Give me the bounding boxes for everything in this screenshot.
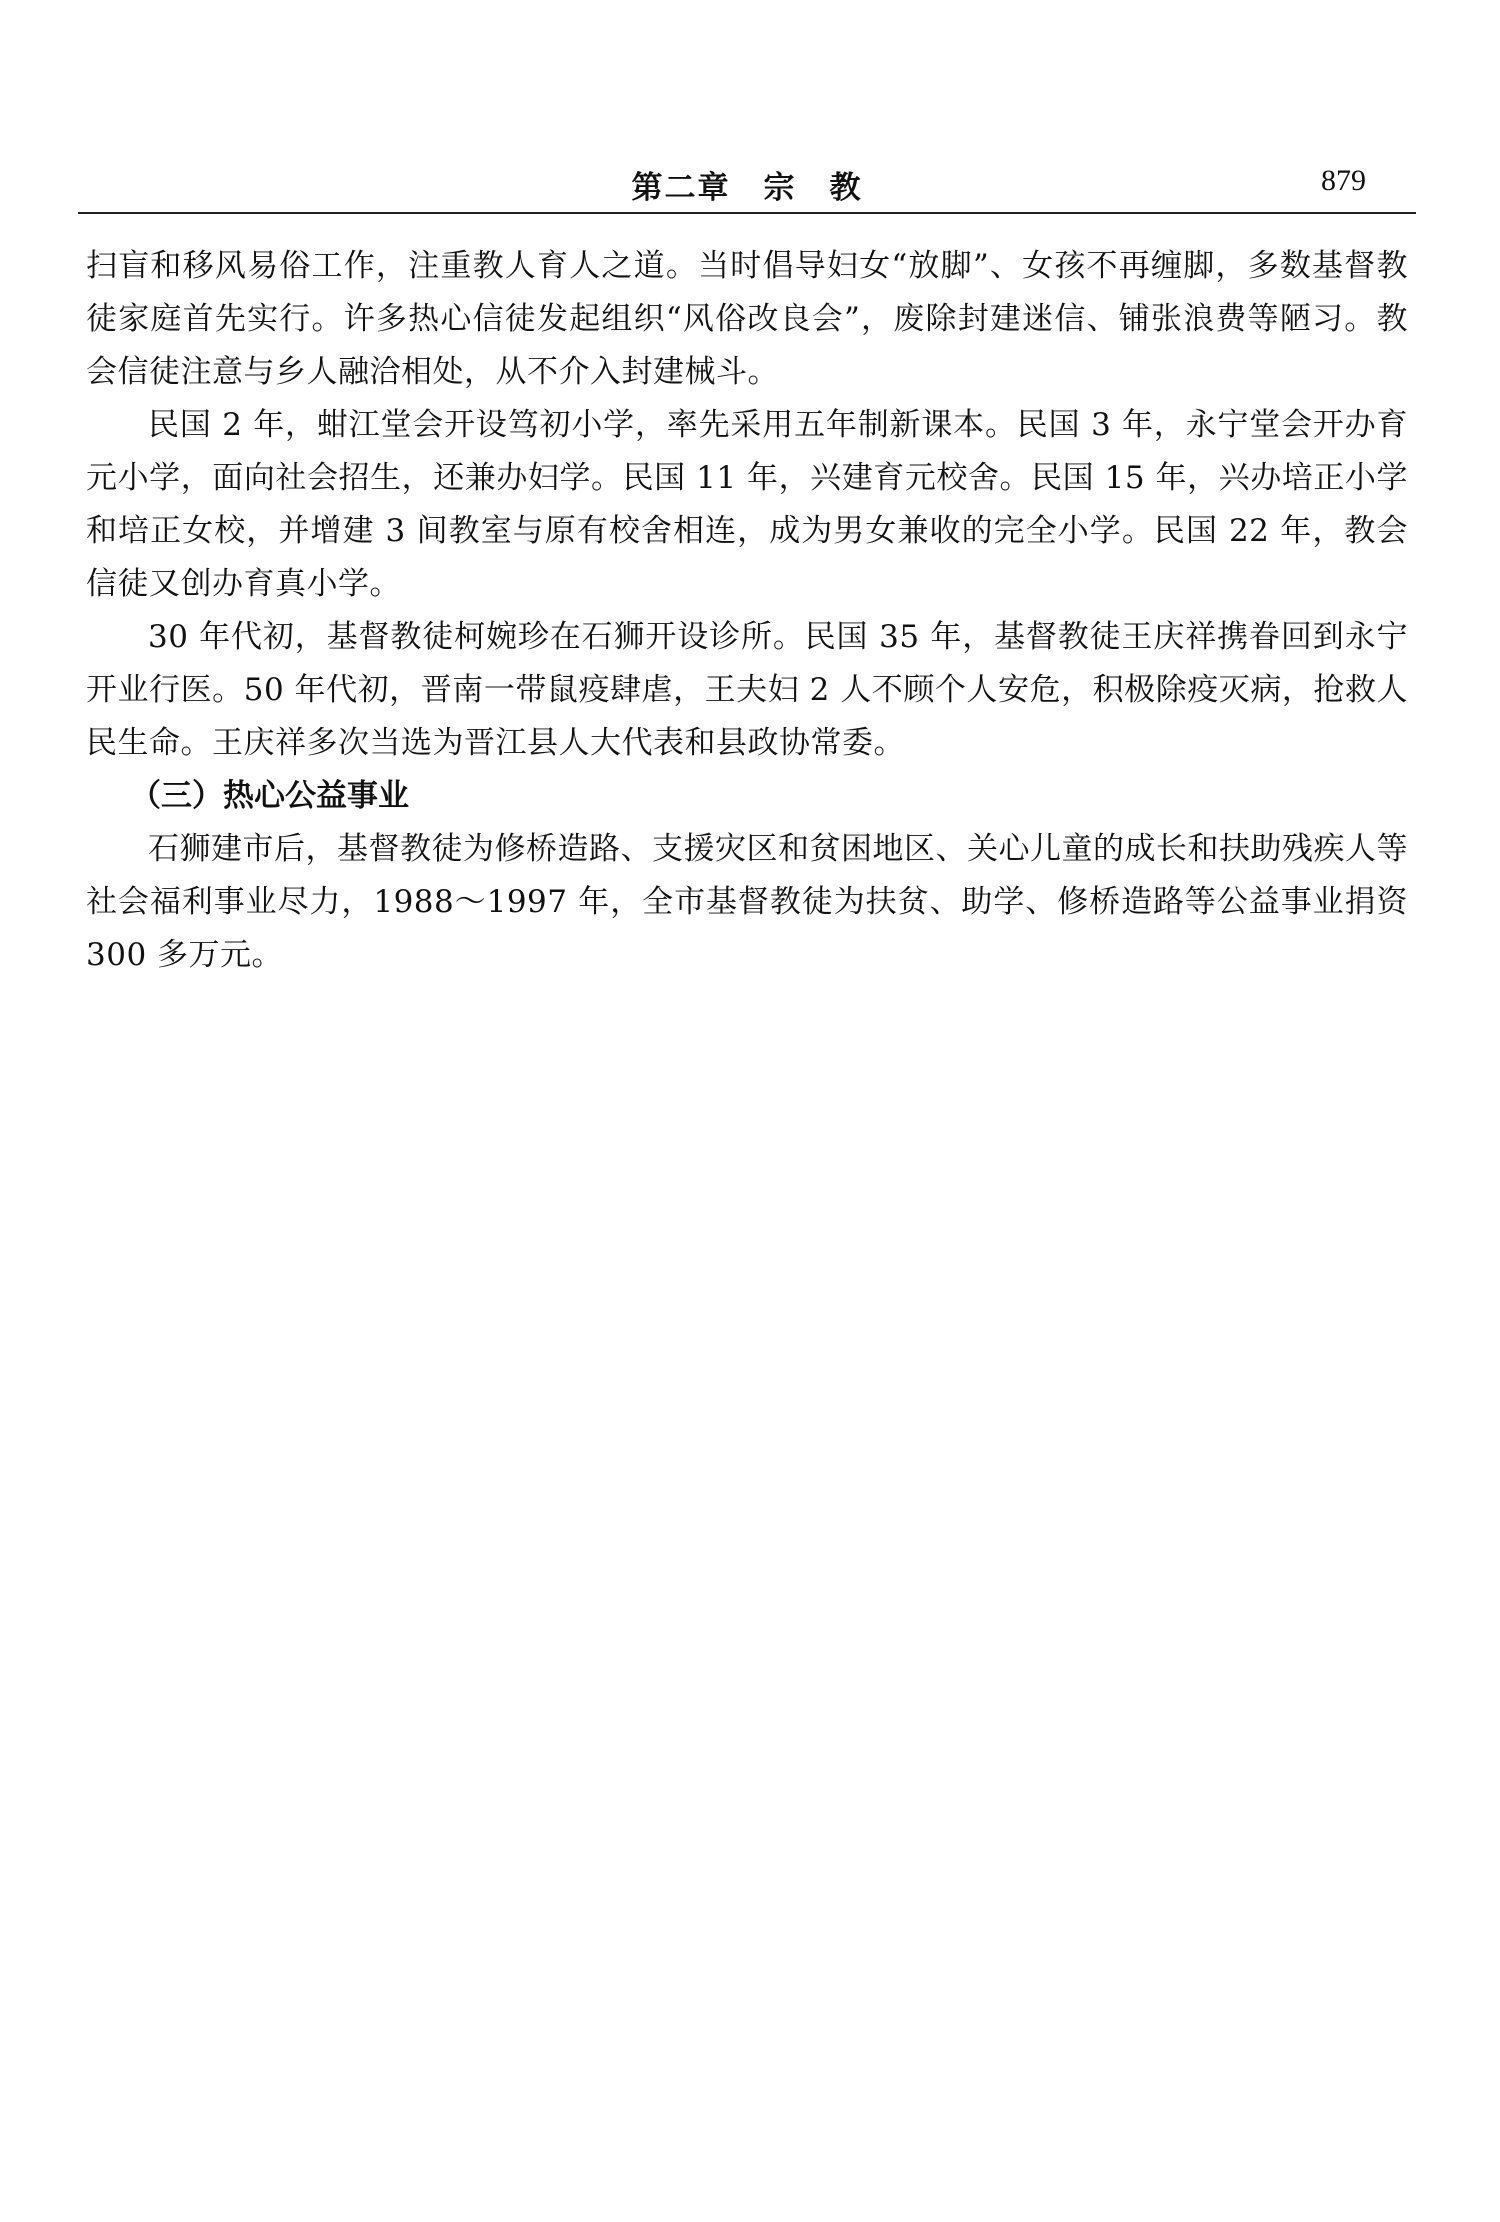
body-text	[86, 240, 1408, 982]
running-header	[78, 158, 1416, 214]
chapter-title: 第二章 宗 教	[631, 170, 863, 206]
paragraph-public-welfare: 石狮建市后，基督教徒为修桥造路、支援灾区和贫困地区、关心儿童的成长和扶助残疾人等社会福利事业尽力，1988～1997 年，全市基督教徒为扶贫、助学、修桥造路等公益事业捐资 300 多万元。	[86, 831, 1408, 973]
header-divider	[78, 212, 1416, 214]
paragraph-continued: 扫盲和移风易俗工作，注重教人育人之道。当时倡导妇女“放脚”、女孩不再缠脚，多数基督教徒家庭首先实行。许多热心信徒发起组织“风俗改良会”，废除封建迷信、铺张浪费等陋习。教会信徒注意与乡人融洽相处，从不介入封建械斗。	[86, 248, 1408, 390]
paragraph-medical: 30 年代初，基督教徒柯婉珍在石狮开设诊所。民国 35 年，基督教徒王庆祥携眷回到永宁开业行医。50 年代初，晋南一带鼠疫肆虐，王夫妇 2 人不顾个人安危，积极除疫灭病，抢救人民生命。王庆祥多次当选为晋江县人大代表和县政协常委。	[86, 619, 1408, 761]
paragraph-schools: 民国 2 年，蚶江堂会开设笃初小学，率先采用五年制新课本。民国 3 年，永宁堂会开办育元小学，面向社会招生，还兼办妇学。民国 11 年，兴建育元校舍。民国 15 年，兴办培正小学和培正女校，并增建 3 间教室与原有校舍相连，成为男女兼收的完全小学。民国 22 年，教会信徒又创办育真小学。	[86, 407, 1408, 602]
section-heading: （三）热心公益事业	[130, 778, 409, 814]
page-number: 879	[1321, 164, 1366, 197]
